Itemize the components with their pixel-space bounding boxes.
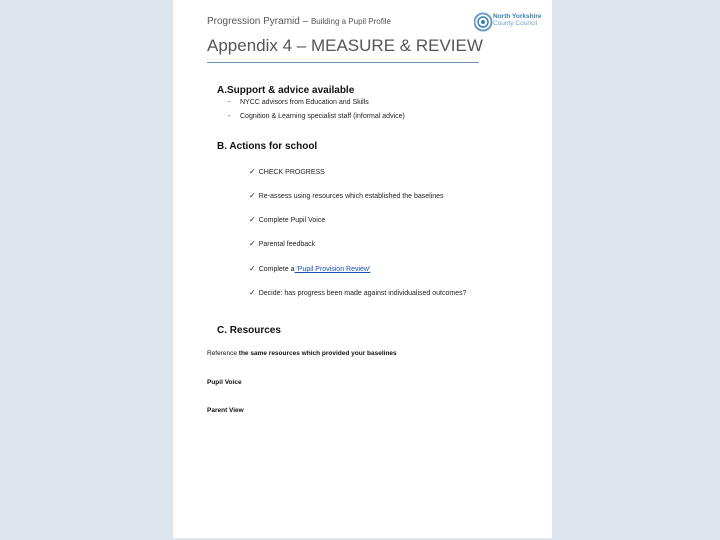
section-c-letter: C.	[217, 325, 227, 336]
checklist-item	[249, 215, 325, 224]
checklist-item	[249, 264, 370, 273]
logo-line-1: North Yorkshire	[493, 13, 542, 20]
page-title: Appendix 4 – MEASURE & REVIEW	[207, 36, 483, 55]
section-c-heading	[217, 325, 281, 336]
section-c-title: Resources	[229, 325, 281, 336]
checkmark-icon: ✓	[249, 215, 256, 224]
section-b-heading	[217, 141, 317, 152]
list-item: - Cognition & Learning specialist staff (informal advice)	[228, 113, 405, 120]
list-item: - NYCC advisors from Education and Skills	[228, 99, 369, 106]
checkmark-icon: ✓	[249, 167, 256, 176]
reference-line	[207, 350, 397, 357]
section-b-item-3: Complete Pupil Voice	[258, 217, 326, 224]
document-header	[207, 16, 391, 27]
section-a-item-2: Cognition & Learning specialist staff (informal advice)	[240, 113, 405, 120]
pupil-voice-label: Pupil Voice	[207, 379, 242, 386]
section-a-heading	[217, 85, 354, 96]
logo-line-2: County Council	[493, 20, 538, 27]
checkmark-icon: ✓	[249, 239, 256, 248]
section-b-item-5: Complete a	[258, 266, 295, 273]
checklist-item	[249, 167, 325, 176]
checkmark-icon: ✓	[249, 264, 256, 273]
checklist-item	[249, 239, 315, 248]
checkmark-icon: ✓	[249, 288, 256, 297]
section-a-letter: A.	[217, 85, 227, 96]
section-a-item-1: NYCC advisors from Education and Skills	[240, 99, 369, 106]
checklist-item	[249, 288, 467, 297]
section-b-title: Actions for school	[229, 141, 318, 152]
header-doc-title: Progression Pyramid –	[207, 16, 309, 27]
title-divider	[207, 62, 479, 63]
header-doc-subtitle: Building a Pupil Profile	[310, 17, 391, 26]
checklist-item	[249, 191, 444, 200]
section-b-item-4: Parental feedback	[258, 241, 316, 248]
reference-prefix: Reference	[207, 350, 239, 357]
parent-view-label: Parent View	[207, 407, 244, 414]
section-b-letter: B.	[217, 141, 227, 152]
section-a-title: Support & advice available	[227, 85, 355, 96]
section-b-item-1: CHECK PROGRESS	[258, 169, 325, 176]
pupil-provision-review-link[interactable]: 'Pupil Provision Review'	[294, 266, 371, 273]
council-logo-text	[493, 13, 542, 27]
checkmark-icon: ✓	[249, 191, 256, 200]
section-b-item-2: Re-assess using resources which established the baselines	[258, 193, 444, 200]
section-b-item-6: Decide: has progress been made against individualised outcomes?	[258, 290, 467, 297]
reference-bold: the same resources which provided your baselines	[238, 350, 397, 357]
